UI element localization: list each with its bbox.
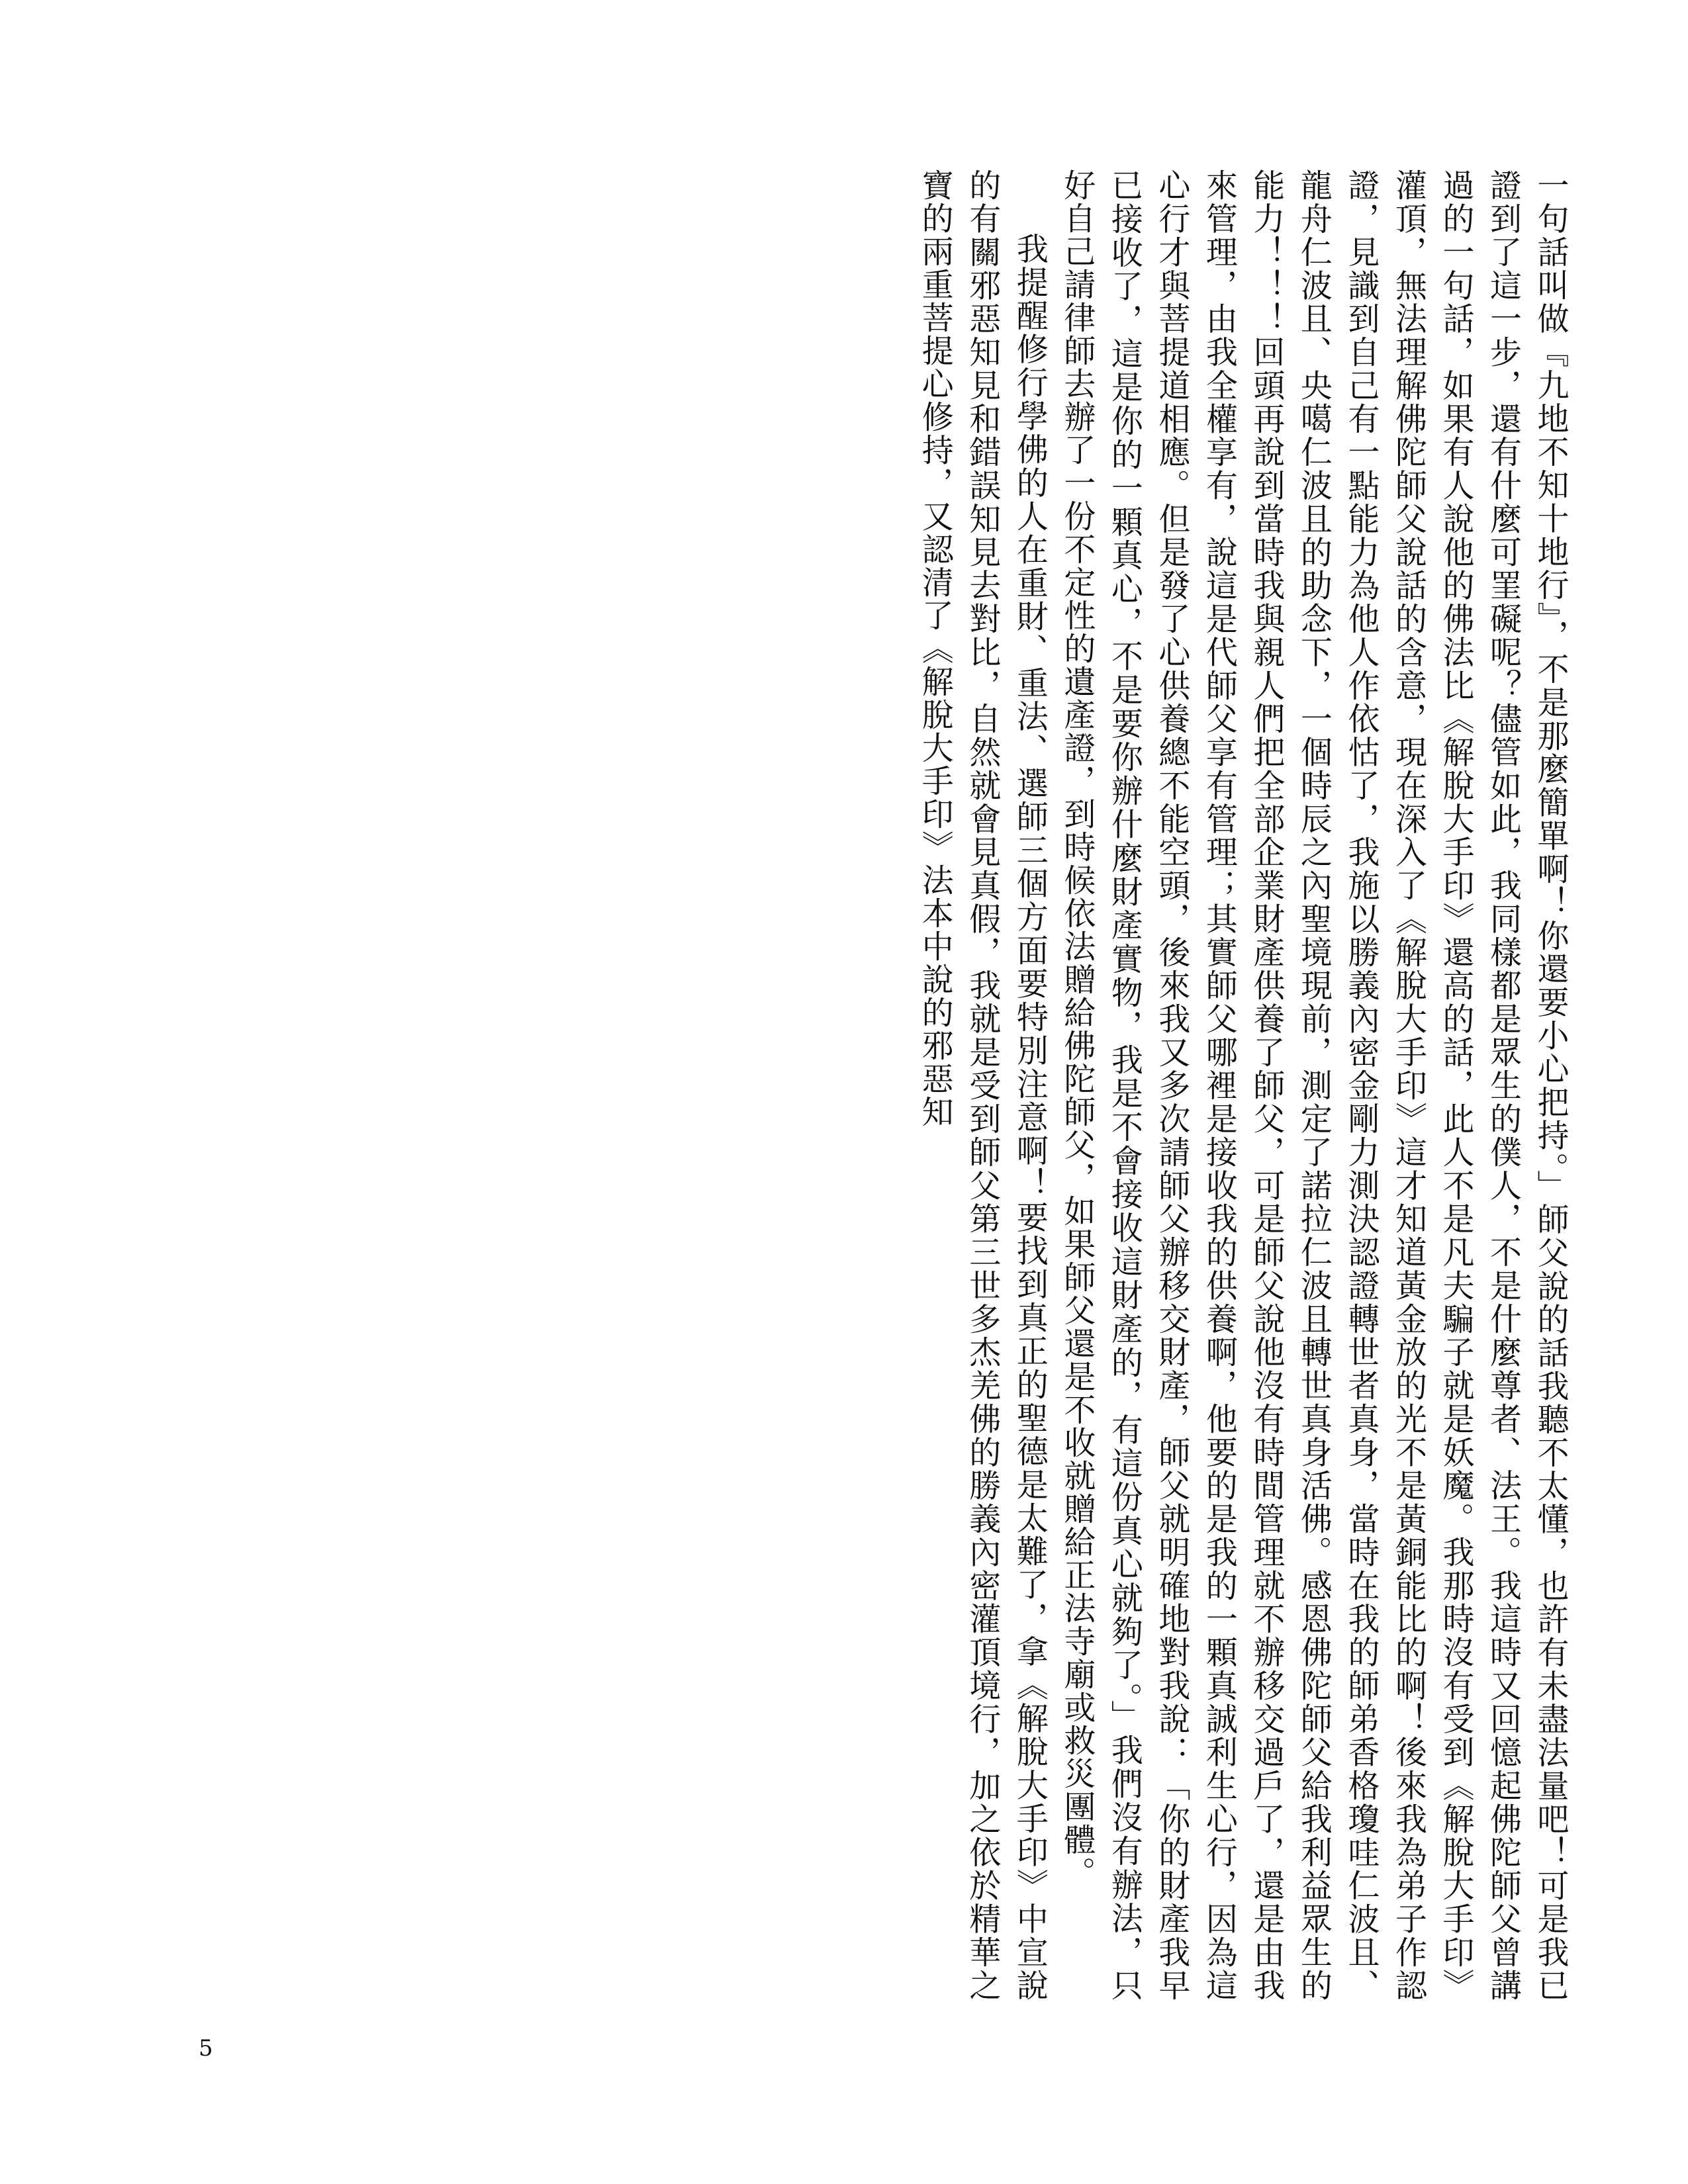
vertical-text-body bbox=[199, 169, 1573, 2002]
page-number: 5 bbox=[199, 2035, 213, 2062]
paragraph-1: 一句話叫做『九地不知十地行』，不是那麼簡單啊！你還要小心把持。」師父說的話我聽不太懂，也許有未盡法量吧！可是我已證到了這一步，還有什麼可罣礙呢？儘管如此，我同樣都是眾生的僕人，不是什麼尊者、法王。我這時又回憶起佛陀師父曾講過的一句話，如果有人說他的佛法比《解脫大手印》還高的話，此人不是凡夫騙子就是妖魔。我那時沒有受到《解脫大手印》灌頂，無法理解佛陀師父說話的含意，現在深入了《解脫大手印》這才知道黃金放的光不是黃銅能比的啊！後來我為弟子作認證，見識到自己有一點能力為他人作依怙了，我施以勝義內密金剛力測決認證轉世者真身，當時在我的師弟香格瓊哇仁波且、龍舟仁波且、央噶仁波且的助念下，一個時辰之內聖境現前，測定了諾拉仁波且轉世真身活佛。感恩佛陀師父給我利益眾生的能力！！！回頭再說到當時我與親人們把全部企業財產供養了師父，可是師父說他沒有時間管理就不辦移交過戶了，還是由我來管理，由我全權享有，說這是代師父享有管理；其實師父哪裡是接收我的供養啊，他要的是我的一顆真誠利生心行，因為這心行才與菩提道相應。但是發了心供養總不能空頭，後來我又多次請師父辦移交財產，師父就明確地對我說：「你的財產我早已接收了，這是你的一顆真心，不是要你辦什麼財產實物，我是不會接收這財產的，有這份真心就夠了。」我們沒有辦法，只好自己請律師去辦了一份不定性的遺產證，到時候依法贈給佛陀師父，如果師父還是不收就贈給正法寺廟或救災團體。 bbox=[1058, 169, 1569, 2002]
paragraph-2: 我提醒修行學佛的人在重財、重法、選師三個方面要特別注意啊！要找到真正的聖德是太難了，拿《解脫大手印》中宣說的有關邪惡知見和錯誤知見去對比，自然就會見真假，我就是受到師父第三世多杰羌佛的勝義內密灌頂境行，加之依於精華之寶的兩重菩提心修持，又認清了《解脫大手印》法本中說的邪惡知 bbox=[916, 169, 1049, 2002]
